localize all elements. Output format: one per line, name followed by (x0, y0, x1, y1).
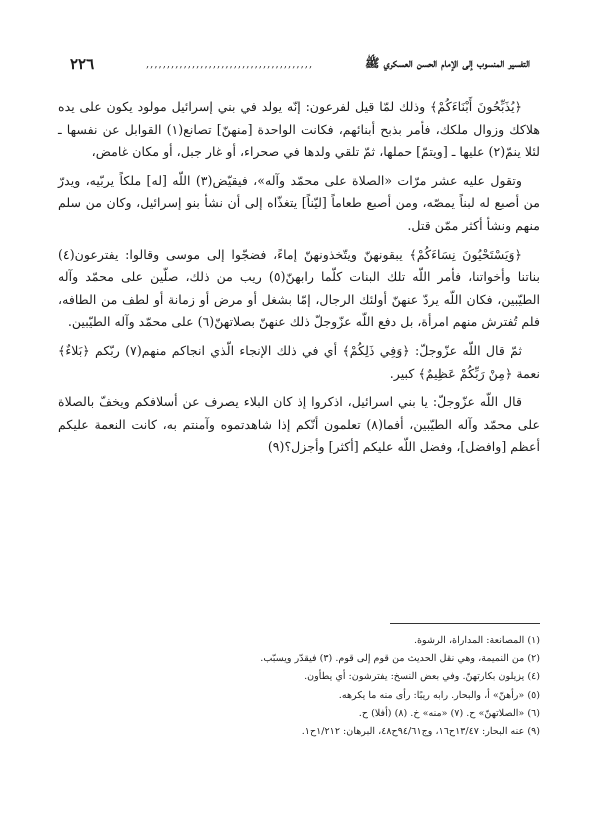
footnote: (٤) يزيلون بكارتهنّ. وفي بعض النسخ: يفترشون: أي يطأون. (304, 671, 540, 683)
paragraph: قال اللّه عزّوجلّ: يا بني اسرائيل، اذكروا إذ كان البلاء يصرف عن أسلافكم ويخفّ بالصلاة على محمّد وآله الطيّبين، أفما(٨) تعلمون أنّكم إذا شاهدتموه وآمنتم به، كانت النعمة عليكم أعظم [وافضل]، وفضل اللّه عليكم [أكثر] وأجزل؟(٩) (58, 394, 540, 455)
page-number: ٢٢٦ (70, 55, 95, 73)
running-title: التفسير المنسوب إلى الإمام الحسن العسكري ﷺ (364, 55, 530, 70)
footnote-divider (390, 623, 540, 624)
footnotes (60, 632, 540, 741)
paragraph: ﴿وَيَسْتَحْيُونَ نِسَاءَكُمْ﴾ يبقونهنّ ويتّخذونهنّ إماءً، فضجّوا إلى موسى وقالوا: يفترعون(٤) بناتنا وأخواتنا، فأمر اللّه تلك البنات كلّما رابهنّ(٥) ريب من ذلك، صلّين على محمّد وآله الطيّبين، فكان اللّه يردّ عنهنّ أولئك الرجال، إمّا بشغل أو مرض أو زمانة أو لطف من الطافه، فلم تُفترش منهم امرأة، بل دفع اللّه عزّوجلّ ذلك عنهنّ بصلاتهنّ(٦) على محمّد وآله الطيّبين. (58, 246, 540, 330)
footnote: (٥) «رأهنّ» أ، والبحار. رابه ريبًا: رأى منه ما يكرهه. (338, 689, 540, 701)
footnote: (١) المصانعة: المداراة، الرشوة. (413, 635, 540, 646)
page-header (70, 52, 530, 76)
paragraph: وتقول عليه عشر مرّات «الصلاة على محمّد وآله»، فيقيّض(٣) اللّه [له] ملكاً يربّيه، ويدرّ من أصبع له لبناً يمصّه، ومن أصبع طعاماً [ليّناً] يتغذّاه إلى أن نشأ بنو إسرائيل، وكان من سلم منهم ونشأ أكثر ممّن قتل. (58, 172, 540, 233)
footnote: (٩) عنه البحار: ١٣/٤٧ح١٦، وج٩٤/٦١ح٤٨، البرهان: ١/٢١٢ح١. (301, 726, 540, 738)
main-text (58, 96, 540, 465)
paragraph: ﴿يُذَبِّحُونَ أَبْنَاءَكُمْ﴾ وذلك لمّا قيل لفرعون: إنّه يولد في بني إسرائيل مولود يكون على يده هلاكك وزوال ملكك، فأمر بذبح أبنائهم، فكانت الواحدة [منهنّ] تصانع(١) القوابل عن نفسها ـ لئلا ينمّ(٢) عليها ـ [ويتمّ] حملها، ثمّ تلقي ولدها في صحراء، أو غار جبل، أو مكان غامض، (58, 99, 540, 160)
footnote: (٦) «الصلاتهنّ» ح. (٧) «منه» خ. (٨) (أفلا) ح. (358, 707, 540, 719)
footnote: (٢) من النميمة، وهي نقل الحديث من قوم إلى قوم. (٣) فيقدّر ويسبّب. (260, 653, 540, 665)
header-ornament: ,,,,,,,,,,,,,,,,,,,,,,,,,,,,,,,,,,,,,,,, (145, 58, 314, 70)
paragraph: ثمّ قال اللّه عزّوجلّ: ﴿وَفِي ذَلِكُمْ﴾ أي في ذلك الإنجاء الّذي انجاكم منهم(٧) ربّكم ﴿بَلاءٌ﴾ نعمة ﴿مِنْ رَبِّكُمْ عَظِيمٌ﴾ كبير. (58, 342, 540, 381)
